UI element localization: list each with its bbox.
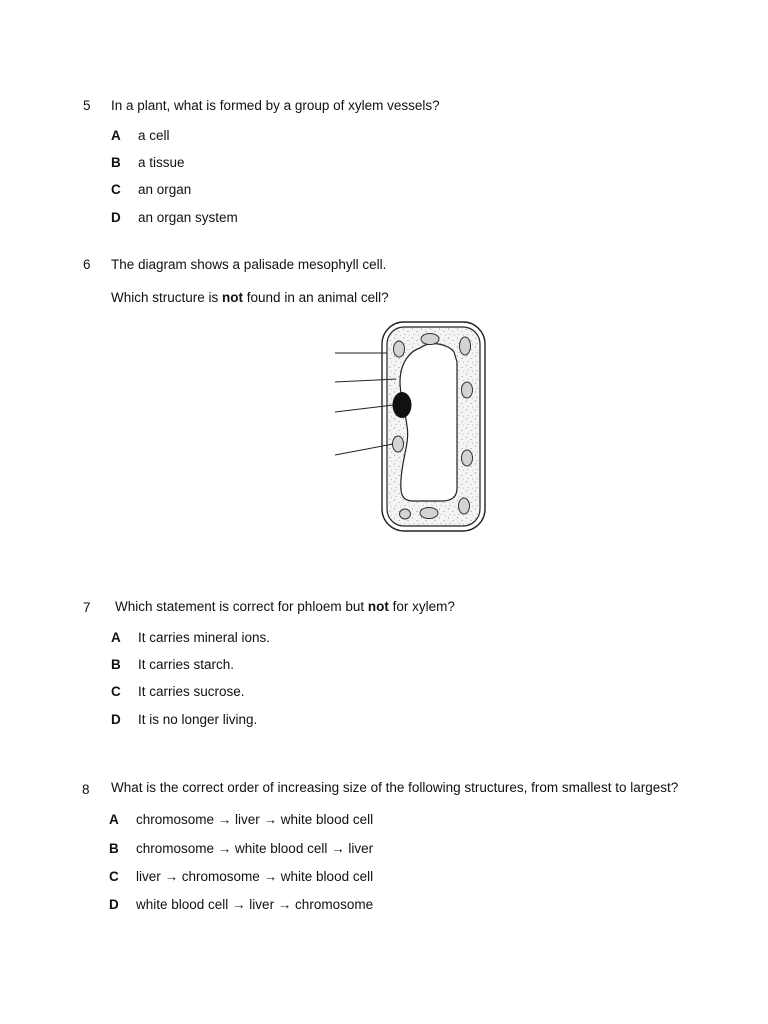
question-6-text bbox=[111, 290, 389, 306]
question-8-option-d-text: white blood cell → liver → chromosome bbox=[136, 897, 374, 912]
question-6-intro: The diagram shows a palisade mesophyll cell. bbox=[111, 257, 387, 272]
question-8-text: What is the correct order of increasing size of the following structures, from smallest to largest? bbox=[111, 780, 679, 795]
chloroplast bbox=[400, 509, 411, 519]
question-8-option-d-letter: D bbox=[109, 897, 119, 912]
chloroplast bbox=[420, 508, 438, 519]
chloroplast bbox=[462, 382, 473, 398]
chloroplast bbox=[394, 341, 405, 357]
question-7-option-d-text: It is no longer living. bbox=[138, 712, 258, 727]
question-5-option-d-letter: D bbox=[111, 210, 121, 225]
question-7-text-after: for xylem? bbox=[388, 599, 455, 614]
question-7-text bbox=[115, 599, 455, 615]
question-8-option-a-text: chromosome → liver → white blood cell bbox=[136, 812, 374, 827]
chloroplast bbox=[421, 334, 439, 345]
question-7-number: 7 bbox=[83, 600, 91, 615]
question-8-option-c-letter: C bbox=[109, 869, 119, 884]
question-8-number: 8 bbox=[82, 782, 90, 797]
chloroplast bbox=[393, 436, 404, 452]
question-5-option-c-text: an organ bbox=[138, 182, 192, 197]
chloroplast bbox=[459, 498, 470, 514]
question-8-option-b-letter: B bbox=[109, 841, 119, 856]
question-7-option-c-text: It carries sucrose. bbox=[138, 684, 245, 699]
nucleus bbox=[393, 392, 412, 418]
question-6-text-bold: not bbox=[222, 290, 244, 305]
question-5-option-d-text: an organ system bbox=[138, 210, 238, 225]
question-6-text-before: Which structure is bbox=[111, 290, 223, 305]
question-7-option-d-letter: D bbox=[111, 712, 121, 727]
question-8-option-b-text: chromosome → white blood cell → liver bbox=[136, 841, 374, 856]
palisade-mesophyll-cell-diagram bbox=[330, 318, 500, 536]
question-5-option-a-letter: A bbox=[111, 128, 121, 143]
question-5-option-c-letter: C bbox=[111, 182, 121, 197]
question-7-option-a-letter: A bbox=[111, 630, 121, 645]
chloroplast bbox=[460, 337, 471, 355]
question-7-option-c-letter: C bbox=[111, 684, 121, 699]
question-5-option-b-text: a tissue bbox=[138, 155, 185, 170]
question-6-number: 6 bbox=[83, 257, 91, 272]
question-7-option-b-letter: B bbox=[111, 657, 121, 672]
question-7-option-a-text: It carries mineral ions. bbox=[138, 630, 271, 645]
question-8-option-a-letter: A bbox=[109, 812, 119, 827]
question-6-text-after: found in an animal cell? bbox=[243, 290, 389, 305]
question-7-option-b-text: It carries starch. bbox=[138, 657, 235, 672]
question-5-text: In a plant, what is formed by a group of xylem vessels? bbox=[111, 98, 440, 113]
vacuole bbox=[400, 344, 457, 501]
question-7-text-bold: not bbox=[367, 599, 389, 614]
question-5-number: 5 bbox=[83, 98, 91, 113]
question-5-option-a-text: a cell bbox=[138, 128, 170, 143]
chloroplast bbox=[462, 450, 473, 466]
question-7-text-before: Which statement is correct for phloem but bbox=[115, 599, 368, 614]
question-8-option-c-text: liver → chromosome → white blood cell bbox=[136, 869, 374, 884]
question-5-option-b-letter: B bbox=[111, 155, 121, 170]
